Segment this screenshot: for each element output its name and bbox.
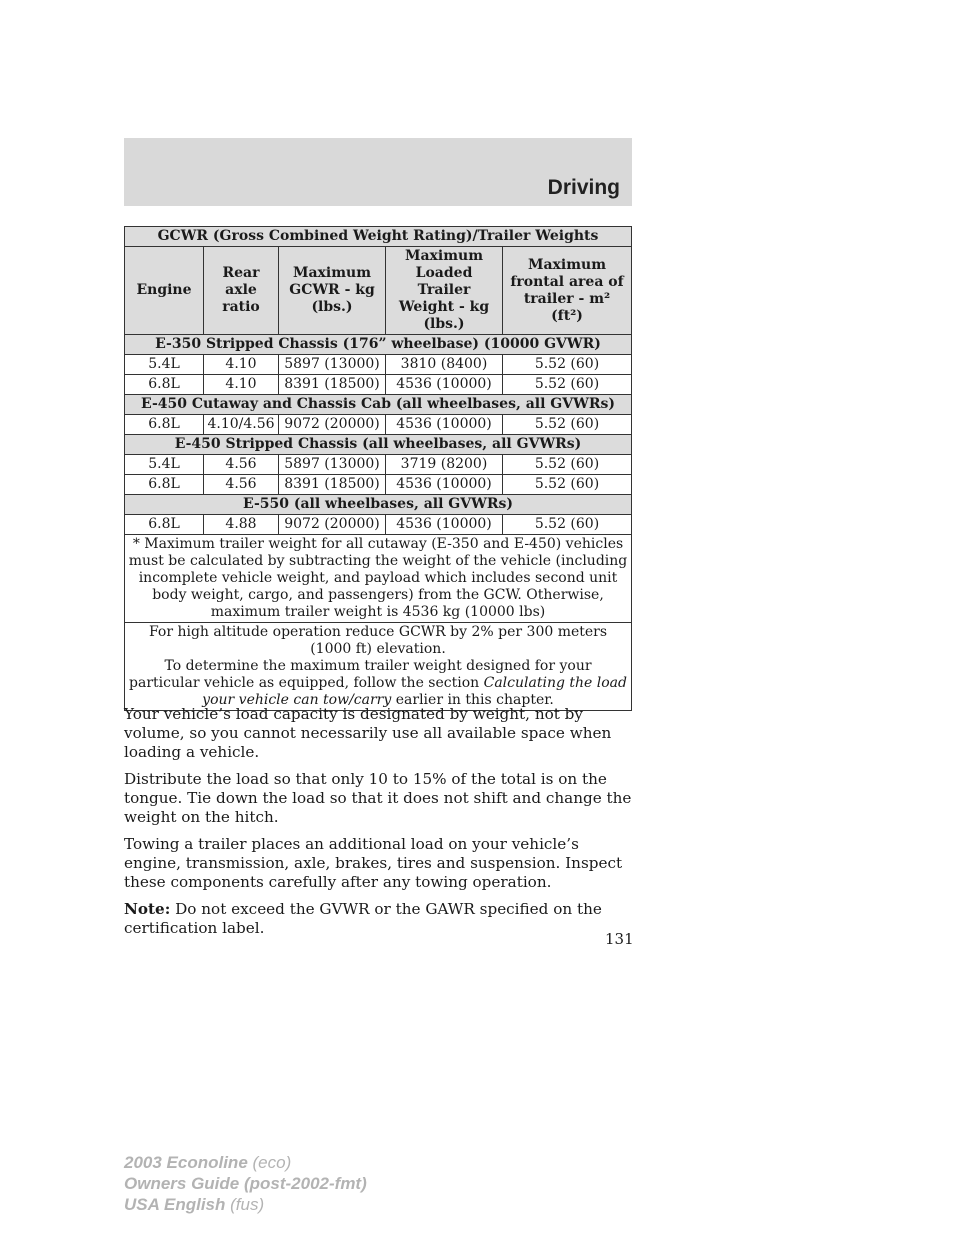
cell-trailer: 4536 (10000) xyxy=(386,415,503,435)
cell-trailer: 3810 (8400) xyxy=(386,355,503,375)
cell-area: 5.52 (60) xyxy=(503,475,632,495)
cell-gcwr: 8391 (18500) xyxy=(279,375,386,395)
cell-axle: 4.56 xyxy=(204,455,279,475)
cell-gcwr: 9072 (20000) xyxy=(279,515,386,535)
group-label: E-450 Cutaway and Chassis Cab (all wheelbases, all GVWRs) xyxy=(125,395,632,415)
cell-trailer: 4536 (10000) xyxy=(386,375,503,395)
cell-gcwr: 5897 (13000) xyxy=(279,355,386,375)
header-frontal-area: Maximum frontal area of trailer - m² (ft²) xyxy=(503,247,632,335)
cell-area: 5.52 (60) xyxy=(503,515,632,535)
table-row xyxy=(125,475,632,495)
cell-area: 5.52 (60) xyxy=(503,375,632,395)
cell-trailer: 4536 (10000) xyxy=(386,475,503,495)
header-gcwr: Maximum GCWR - kg (lbs.) xyxy=(279,247,386,335)
cell-axle: 4.10 xyxy=(204,355,279,375)
cell-engine: 6.8L xyxy=(125,515,204,535)
group-label: E-550 (all wheelbases, all GVWRs) xyxy=(125,495,632,515)
table-footnote: * Maximum trailer weight for all cutaway (E-350 and E-450) vehicles must be calculated by subtracting the weight of the vehicle (including incomplete vehicle weight, and payload which includes second unit body weight, cargo, and passengers) from the GCW. Otherwise, maximum trailer weight is 4536 kg (10000 lbs) xyxy=(125,535,632,623)
group-label: E-450 Stripped Chassis (all wheelbases, all GVWRs) xyxy=(125,435,632,455)
note-text: Do not exceed the GVWR or the GAWR specified on the certification label. xyxy=(124,900,602,937)
cell-area: 5.52 (60) xyxy=(503,415,632,435)
cell-area: 5.52 (60) xyxy=(503,355,632,375)
footer-language-code: (fus) xyxy=(230,1195,265,1214)
table-row xyxy=(125,455,632,475)
table-title: GCWR (Gross Combined Weight Rating)/Trailer Weights xyxy=(125,227,632,247)
cell-engine: 6.8L xyxy=(125,375,204,395)
header-axle-ratio: Rear axle ratio xyxy=(204,247,279,335)
body-text xyxy=(124,705,639,946)
cell-engine: 5.4L xyxy=(125,455,204,475)
determine-note-end: earlier in this chapter. xyxy=(395,692,554,708)
table-row xyxy=(125,415,632,435)
altitude-note: For high altitude operation reduce GCWR by 2% per 300 meters (1000 ft) elevation. xyxy=(148,624,608,657)
cell-axle: 4.56 xyxy=(204,475,279,495)
table-row xyxy=(125,375,632,395)
header-engine: Engine xyxy=(125,247,204,335)
footer xyxy=(124,1152,367,1215)
paragraph: Towing a trailer places an additional load on your vehicle’s engine, transmission, axle, brakes, tires and suspension. Inspect these components carefully after any towing operation. xyxy=(124,835,623,891)
page-number: 131 xyxy=(605,930,634,948)
table-row xyxy=(125,515,632,535)
trailer-weights-table xyxy=(124,226,632,711)
footer-model-code: (eco) xyxy=(252,1153,292,1172)
cell-trailer: 4536 (10000) xyxy=(386,515,503,535)
table-notes xyxy=(125,623,632,711)
group-label: E-350 Stripped Chassis (176” wheelbase) (10000 GVWR) xyxy=(125,335,632,355)
section-title: Driving xyxy=(547,176,620,199)
cell-axle: 4.10 xyxy=(204,375,279,395)
cell-gcwr: 8391 (18500) xyxy=(279,475,386,495)
paragraph: Your vehicle’s load capacity is designated by weight, not by volume, so you cannot necessarily use all available space when loading a vehicle. xyxy=(124,705,612,761)
cell-trailer: 3719 (8200) xyxy=(386,455,503,475)
cell-engine: 5.4L xyxy=(125,355,204,375)
cell-engine: 6.8L xyxy=(125,415,204,435)
determine-note: To determine the maximum trailer weight designed for your particular vehicle as equipped, follow the section xyxy=(129,658,592,691)
header-trailer-weight: Maximum Loaded Trailer Weight - kg (lbs.) xyxy=(386,247,503,335)
cell-axle: 4.88 xyxy=(204,515,279,535)
footer-language: USA English xyxy=(124,1195,226,1214)
cell-area: 5.52 (60) xyxy=(503,455,632,475)
note-paragraph xyxy=(124,900,639,938)
section-reference: Calculating the load your vehicle can tow/carry xyxy=(202,675,627,708)
cell-engine: 6.8L xyxy=(125,475,204,495)
cell-gcwr: 5897 (13000) xyxy=(279,455,386,475)
cell-gcwr: 9072 (20000) xyxy=(279,415,386,435)
note-label: Note: xyxy=(124,900,171,918)
table-row xyxy=(125,355,632,375)
cell-axle: 4.10/4.56 xyxy=(204,415,279,435)
paragraph: Distribute the load so that only 10 to 15% of the total is on the tongue. Tie down the load so that it does not shift and change the weight on the hitch. xyxy=(124,770,632,826)
footer-guide: Owners Guide (post-2002-fmt) xyxy=(124,1174,367,1193)
footer-model: 2003 Econoline xyxy=(124,1153,248,1172)
